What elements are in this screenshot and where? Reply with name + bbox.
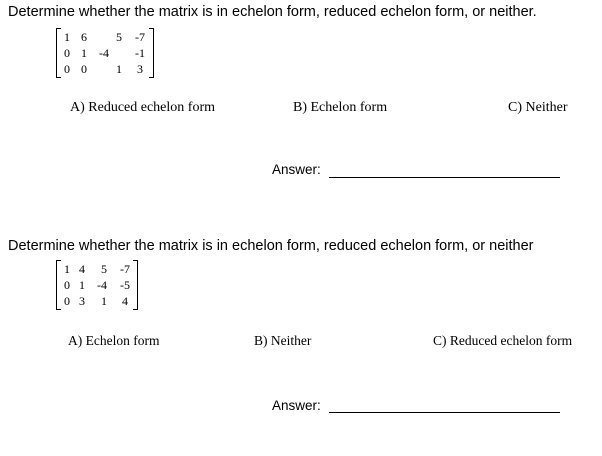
matrix-row [56,277,138,293]
question-2-matrix [56,260,138,310]
matrix-cell: 1 [79,278,85,292]
matrix-row [56,293,138,309]
matrix-cell: -1 [135,46,145,60]
matrix-cell: 5 [101,262,107,276]
matrix-row [56,45,154,61]
choice-c: C) Reduced echelon form [433,333,573,348]
choice-b: B) Echelon form [293,100,388,115]
question-2-prompt: Determine whether the matrix is in echelon form, reduced echelon form, or neither [8,238,534,254]
question-1-matrix [56,28,154,78]
matrix-cell: -7 [135,30,145,44]
matrix-cell: 0 [81,62,87,76]
matrix-cell: 4 [122,294,128,308]
question-1-prompt: Determine whether the matrix is in echelon form, reduced echelon form, or neither. [8,4,537,20]
answer-line[interactable] [329,412,560,413]
answer-line[interactable] [329,177,560,178]
matrix-cell: 1 [116,62,122,76]
choice-a: A) Echelon form [68,333,160,348]
matrix-cell: -7 [120,262,130,276]
matrix-cell: 1 [64,262,70,276]
matrix-cell: -5 [120,278,130,292]
matrix-row [56,61,154,77]
matrix-cell: 4 [79,262,85,276]
matrix-cell: 1 [64,30,70,44]
matrix-cell: 6 [81,30,87,44]
choice-a: A) Reduced echelon form [70,100,215,115]
matrix-cell: -4 [97,278,107,292]
matrix-cell: 0 [64,278,70,292]
matrix-cell: -4 [99,46,109,60]
matrix-row [56,29,154,45]
matrix-cell: 0 [64,46,70,60]
matrix-cell: 0 [64,294,70,308]
matrix-row [56,261,138,277]
matrix-cell: 3 [79,294,85,308]
choice-b: B) Neither [254,333,312,348]
answer-label: Answer: [272,162,321,177]
matrix-cell: 0 [64,62,70,76]
answer-label: Answer: [272,398,321,413]
choice-c: C) Neither [508,100,568,115]
matrix-cell: 1 [81,46,87,60]
matrix-cell: 3 [137,62,143,76]
matrix-cell: 1 [101,294,107,308]
matrix-cell: 5 [116,30,122,44]
